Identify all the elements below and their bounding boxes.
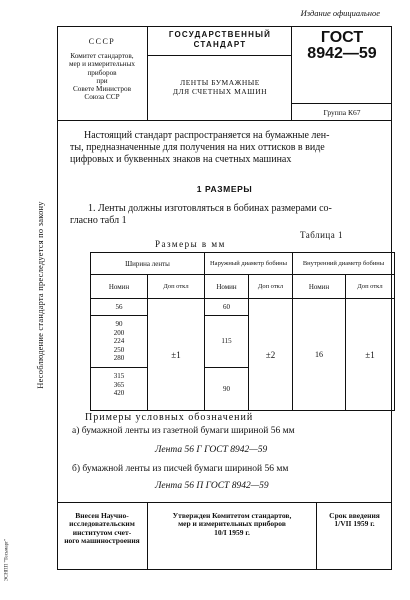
inner-tolerance-cell: ±1 (346, 299, 395, 411)
org-line: Совете Министров (73, 85, 131, 94)
width-value: 365 (113, 380, 125, 389)
width-nominal-cell (91, 299, 148, 411)
width-value: 224 (113, 337, 125, 345)
header-width: Ширина ленты (91, 253, 205, 275)
example-b-code: Лента 56 П ГОСТ 8942—59 (155, 481, 269, 491)
intro-line: цифровых и буквенных знаков на счетных машинах (70, 154, 292, 165)
section-title: 1 РАЗМЕРЫ (196, 184, 253, 194)
org-line: СССР (88, 37, 116, 46)
standard-line: ГОСУДАРСТВЕННЫЙ (168, 30, 272, 39)
footer-line: Срок введения (329, 511, 380, 520)
width-value: 420 (113, 389, 125, 397)
footer-line: Утвержден Комитетом стандартов, (172, 511, 292, 520)
subheader-nominal: Номин (205, 275, 249, 299)
width-value: 280 (113, 354, 125, 362)
examples-title: Примеры условных обозначений (85, 412, 254, 423)
approval-note (148, 512, 316, 537)
effective-date (317, 512, 392, 529)
header-inner-diameter: Внутренний диаметр бобины (293, 253, 395, 275)
gost-line: 8942—59 (307, 45, 377, 62)
footer-line: исследовательским (69, 519, 135, 529)
outer-value: 60 (205, 299, 248, 316)
org-line: Союза ССР (84, 93, 120, 102)
issuing-committee (57, 38, 147, 101)
edition-label: Издание официальное (300, 8, 380, 18)
width-group-2 (91, 316, 147, 368)
example-a-code: Лента 56 Г ГОСТ 8942—59 (155, 445, 268, 455)
footer-line: институтом счет- (72, 527, 132, 537)
clause-line: 1. Ленты должны изготовляться в бобинах размерами со- (88, 203, 332, 214)
gost-number (292, 30, 392, 62)
group-divider (291, 103, 392, 104)
table-header-row (91, 253, 395, 275)
inner-nominal-cell: 16 (293, 299, 346, 411)
outer-value: 90 (223, 385, 230, 393)
title-line: ДЛЯ СЧЕТНЫХ МАШИН (172, 87, 268, 96)
title-line: ЛЕНТЫ БУМАЖНЫЕ (180, 78, 260, 87)
standard-line: СТАНДАРТ (193, 40, 247, 49)
width-value: 200 (113, 328, 125, 337)
footer-line: 1/VII 1959 г. (334, 519, 375, 529)
org-line: при (96, 76, 108, 85)
standard-type (150, 30, 290, 50)
header-bottom-rule (57, 120, 392, 121)
clause-1 (70, 203, 388, 227)
subheader-nominal: Номин (293, 275, 346, 299)
intro-line: ты, предназначенные для получения на них оттисков в виде (70, 142, 325, 153)
footer-line: Внесен Научно- (75, 511, 129, 520)
org-line: мер и измерительных (69, 60, 135, 69)
table-caption: Таблица 1 (300, 230, 343, 240)
printer-mark: ЭСНПП "Тесьмарг" (4, 538, 10, 582)
intro-paragraph (70, 130, 388, 166)
table-units: Размеры в мм (155, 239, 226, 249)
outer-tolerance-cell: ±2 (249, 299, 293, 411)
subheader-tolerance: Доп откл (148, 275, 205, 299)
header-outer-diameter: Наружный диаметр бобины (205, 253, 293, 275)
dimensions-table (90, 252, 395, 411)
subheader-tolerance: Доп откл (346, 275, 395, 299)
width-value: 315 (113, 372, 125, 380)
width-value: 250 (113, 345, 125, 354)
footer-top-rule (57, 502, 392, 503)
width-tolerance-cell: ±1 (148, 299, 205, 411)
footer-line: ного машиностроения (64, 536, 140, 546)
width-value: 56 (91, 299, 147, 316)
table-data-row (91, 299, 395, 411)
footer-line: мер и измерительных приборов (178, 519, 286, 529)
outer-nominal-cell (205, 299, 249, 411)
width-value: 90 (115, 320, 123, 328)
subheader-nominal: Номин (91, 275, 148, 299)
law-notice: Несоблюдение стандарта преследуется по закону (35, 201, 45, 389)
table-subheader-row (91, 275, 395, 299)
header-divider-left (147, 26, 148, 120)
example-b: б) бумажной ленты из писчей бумаги шириной 56 мм (72, 464, 289, 474)
outer-value: 115 (205, 316, 248, 368)
footer-line: 10/I 1959 г. (214, 527, 250, 537)
document-title (150, 78, 290, 96)
subheader-tolerance: Доп откл (249, 275, 293, 299)
header-divider-mid (147, 55, 291, 56)
org-line: приборов (87, 68, 117, 77)
introduced-by (57, 512, 147, 546)
gost-line: ГОСТ (320, 29, 364, 46)
width-group-3 (91, 368, 147, 398)
example-a: а) бумажной ленты из газетной бумаги шириной 56 мм (72, 426, 295, 436)
org-line: Комитет стандартов, (70, 52, 134, 61)
group-code: Группа К67 (323, 108, 361, 117)
intro-line: Настоящий стандарт распространяется на бумажные лен- (84, 130, 330, 141)
clause-line: гласно табл 1 (70, 215, 127, 226)
